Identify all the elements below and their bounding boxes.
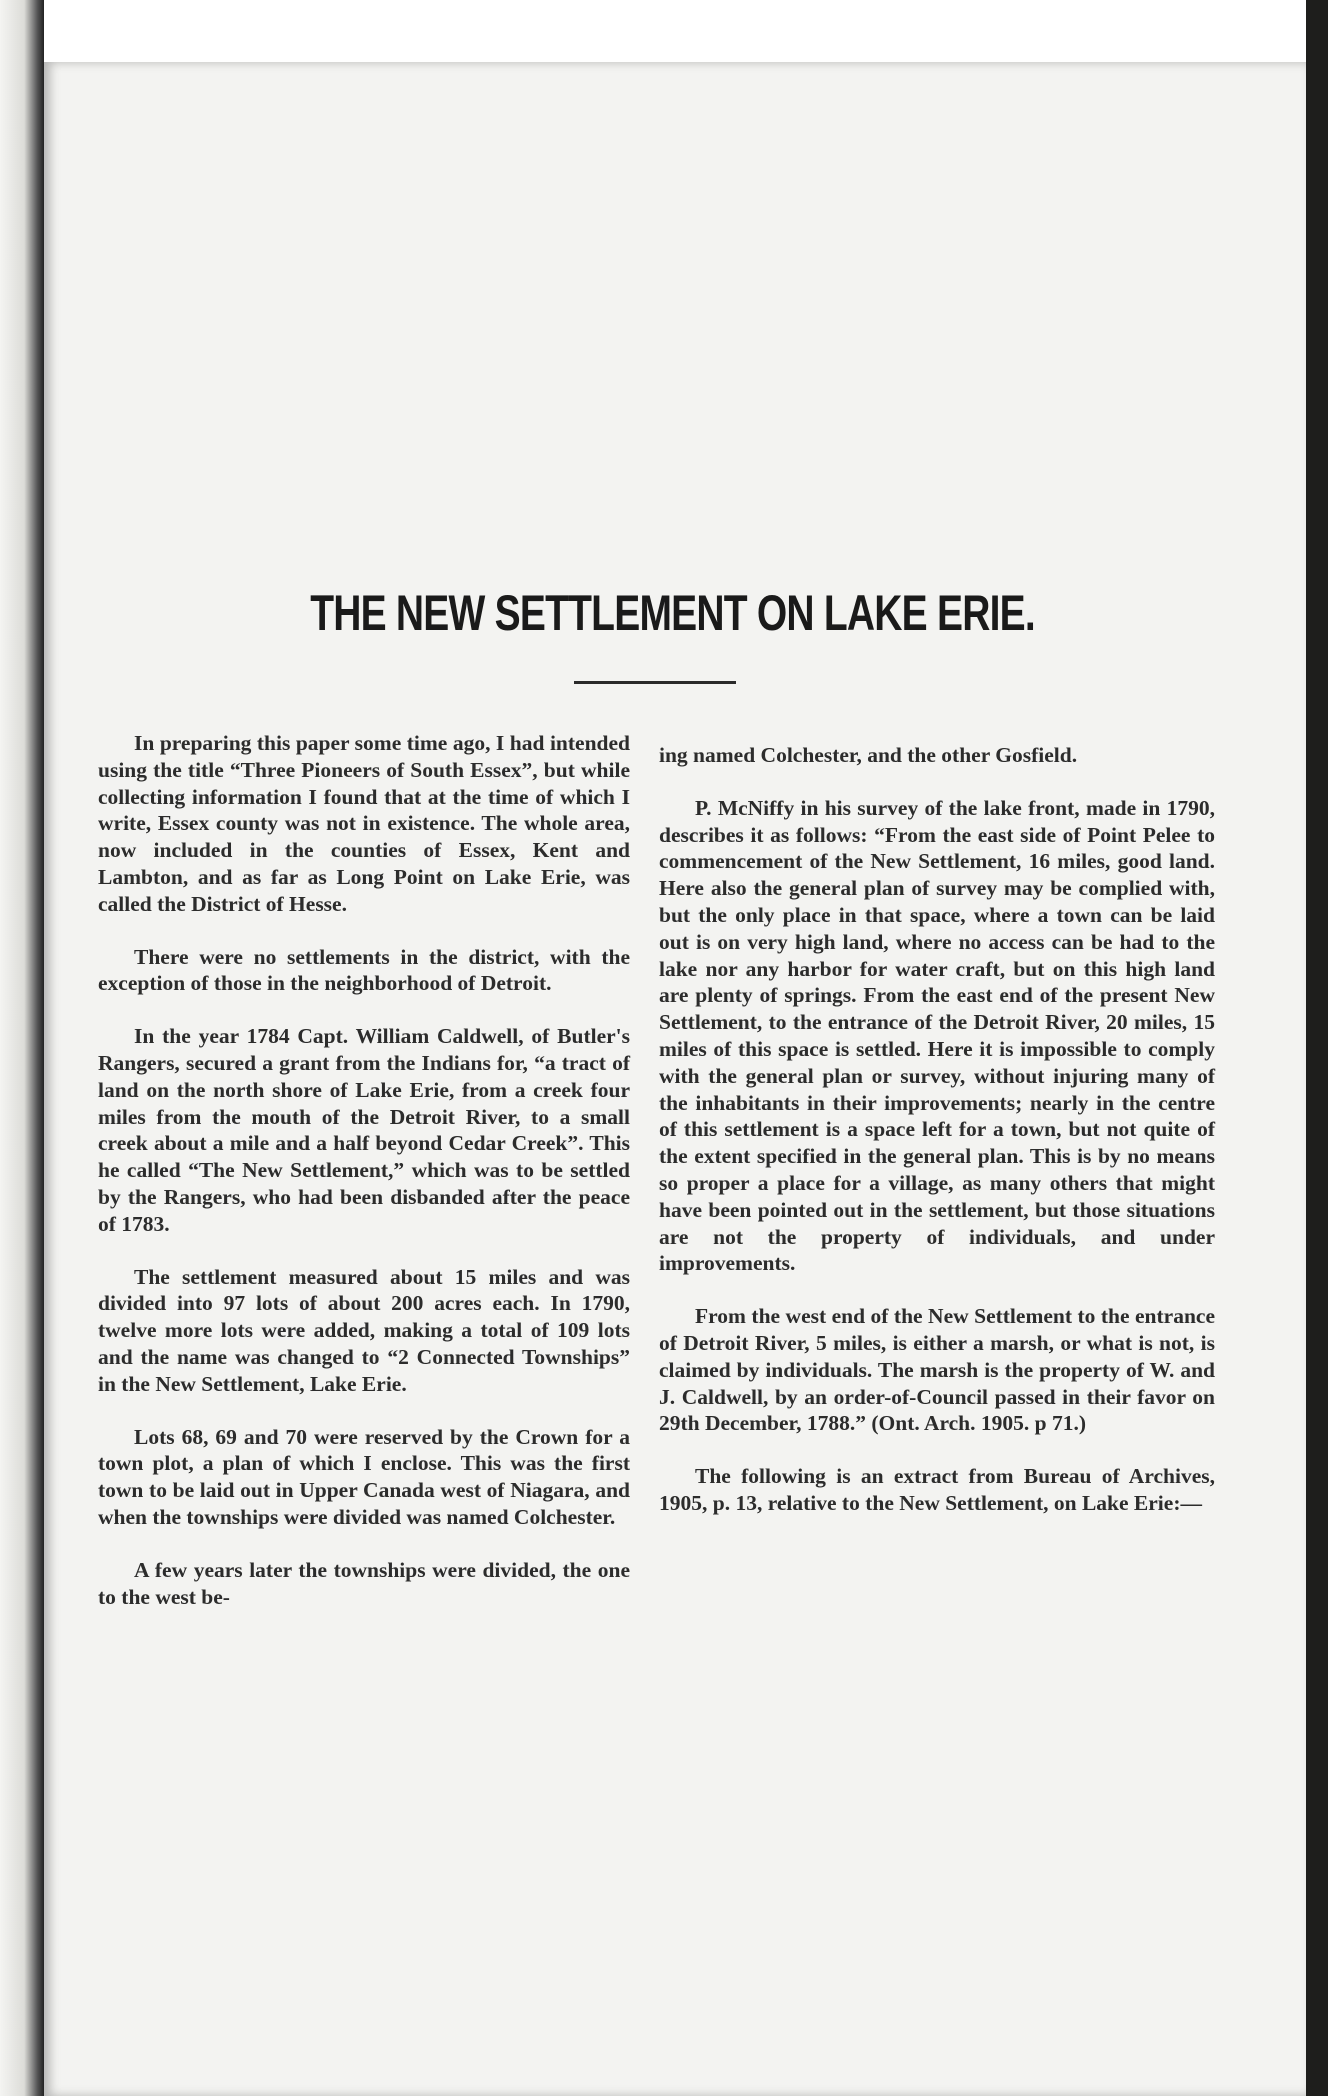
paragraph: A few years later the townships were divided, the one to the west be- [98,1557,630,1609]
paragraph: In preparing this paper some time ago, I had intended using the title “Three Pioneers of South Essex”, but while collecting information I found that at the time of which I write, Essex county was not in existence. The whole area, now included in the counties of Essex, Kent and Lambton, and as far as Long Point on Lake Erie, was called the District of Hesse. [98,731,630,916]
paragraph-continuation: ing named Colchester, and the other Gosfield. [659,743,1078,767]
paragraph: There were no settlements in the district, with the exception of those in the neighborhood of Detroit. [98,944,630,996]
title-divider [574,681,736,684]
paragraph: The settlement measured about 15 miles and was divided into 97 lots of about 200 acres each. In 1790, twelve more lots were added, making a total of 109 lots and the name was changed to “2 Connected Townships” in the New Settlement, Lake Erie. [98,1264,630,1396]
paragraph: From the west end of the New Settlement to the entrance of Detroit River, 5 miles, is either a marsh, or what is not, is claimed by individuals. The marsh is the property of W. and J. Caldwell, by an order-of-Council passed in their favor on 29th December, 1788.” (Ont. Arch. 1905. p 71.) [659,1304,1215,1436]
scan-right-margin [1306,0,1328,2096]
right-column [659,742,1215,1543]
article-title: THE NEW SETTLEMENT ON LAKE ERIE. [310,584,1035,641]
scan-top-margin [0,0,1328,62]
binding-edge [0,0,44,2096]
left-column [98,730,630,1636]
paragraph: In the year 1784 Capt. William Caldwell, of Butler's Rangers, secured a grant from the Indians for, “a tract of land on the north shore of Lake Erie, from a creek four miles from the mouth of the Detroit River, to a small creek about a mile and a half beyond Cedar Creek”. This he called “The New Settlement,” which was to be settled by the Rangers, who had been disbanded after the peace of 1783. [98,1024,630,1236]
paragraph: Lots 68, 69 and 70 were reserved by the Crown for a town plot, a plan of which I enclose. This was the first town to be laid out in Upper Canada west of Niagara, and when the townships were divided was named Colchester. [98,1424,630,1529]
paragraph: The following is an extract from Bureau of Archives, 1905, p. 13, relative to the New Settlement, on Lake Erie:— [659,1464,1215,1515]
document-page [44,62,1306,2096]
paragraph: P. McNiffy in his survey of the lake front, made in 1790, describes it as follows: “From the east side of Point Pelee to commencement of the New Settlement, 16 miles, good land. Here also the general plan of survey may be complied with, but the only place in that space, where a town can be laid out is on very high land, where no access can be had to the lake nor any harbor for water craft, but on this high land are plenty of springs. From the east end of the present New Settlement, to the entrance of the Detroit River, 20 miles, 15 miles of this space is settled. Here it is impossible to comply with the general plan or survey, without injuring many of the inhabitants in their improvements; nearly in the centre of this settlement is a space left for a town, but not quite of the extent specified in the general plan. This is by no means so proper a place for a village, as many others that might have been pointed out in the settlement, but those situations are not the property of individuals, and under improvements. [659,795,1215,1276]
